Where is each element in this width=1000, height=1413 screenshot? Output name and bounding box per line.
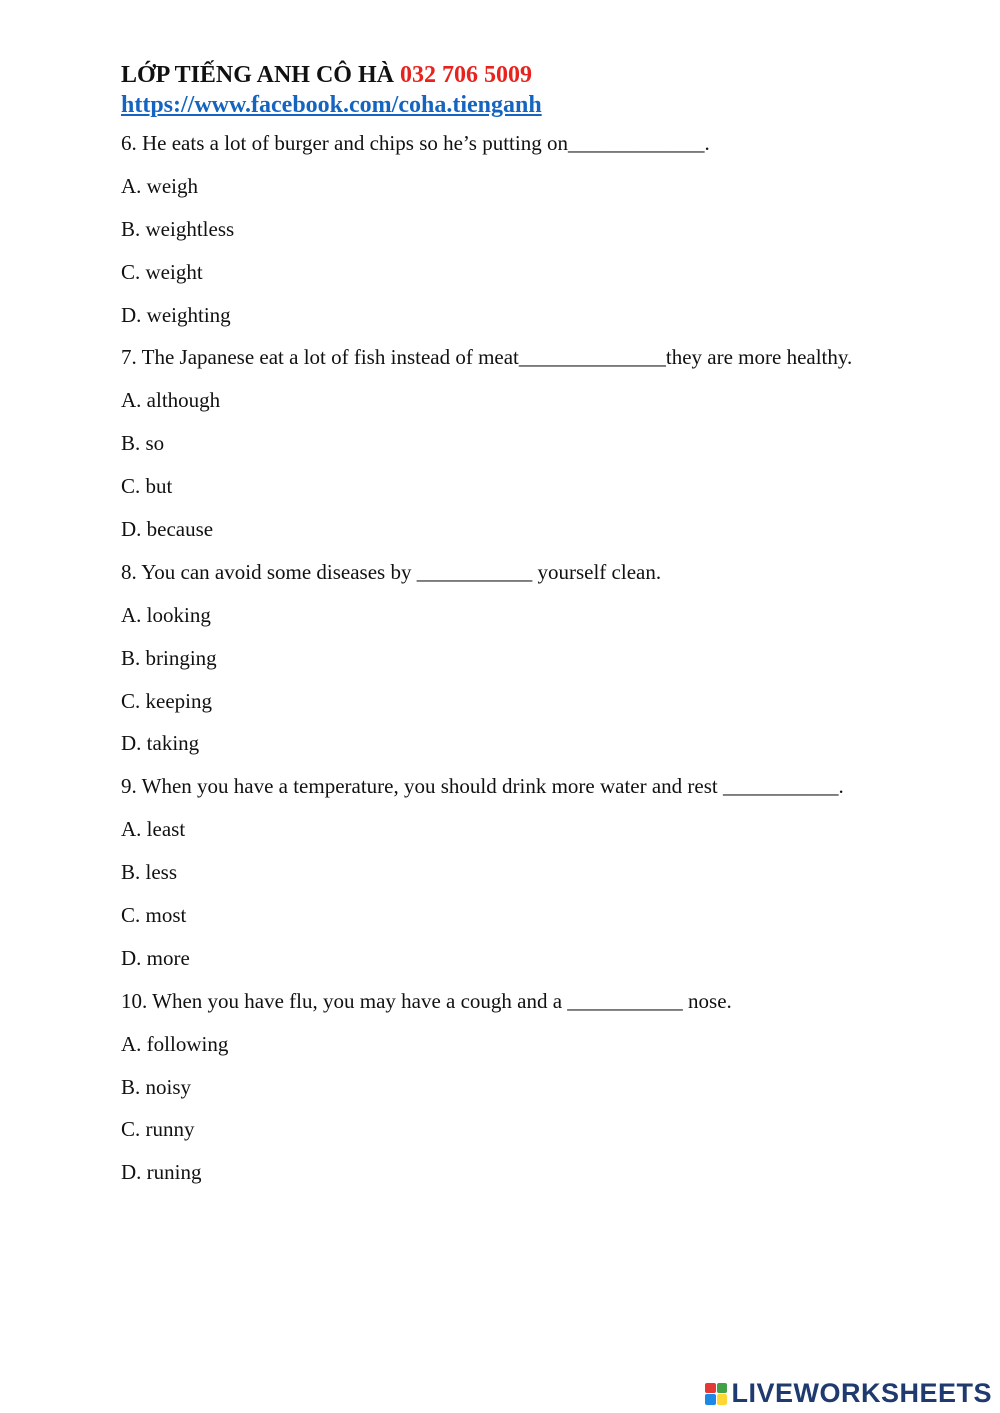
class-name: LỚP TIẾNG ANH CÔ HÀ [121,62,394,88]
question-7 [121,343,881,544]
question-10 [121,987,881,1188]
question-text: 10. When you have flu, you may have a cough and a ___________ nose. [121,988,732,1013]
option-d[interactable]: D. because [121,517,214,542]
option-c[interactable]: C. keeping [121,688,212,713]
liveworksheets-logo [705,1378,992,1409]
question-6 [121,129,881,330]
option-a[interactable]: A. although [121,388,221,413]
option-d[interactable]: D. weighting [121,302,231,327]
logo-square-blue [705,1394,716,1405]
option-b[interactable]: B. so [121,431,165,456]
logo-text: LIVEWORKSHEETS [731,1378,992,1408]
question-8 [121,558,881,759]
question-list [121,129,881,1188]
option-a[interactable]: A. least [121,817,186,842]
logo-square-green [717,1383,728,1394]
header-title [121,58,881,92]
question-text: 6. He eats a lot of burger and chips so he’s putting on_____________. [121,131,710,155]
question-text: 7. The Japanese eat a lot of fish instead of meat______________they are more healthy. [121,345,853,370]
option-c[interactable]: C. runny [121,1117,195,1142]
worksheet-page [121,58,881,1201]
question-text: 9. When you have a temperature, you should drink more water and rest ___________. [121,774,844,799]
option-a[interactable]: A. looking [121,602,211,627]
question-9 [121,772,881,973]
phone-number: 032 706 5009 [399,62,532,88]
option-b[interactable]: B. bringing [121,645,217,670]
question-text: 8. You can avoid some diseases by ___________ yourself clean. [121,559,662,584]
option-a[interactable]: A. following [121,1031,229,1056]
logo-square-red [705,1383,716,1394]
option-b[interactable]: B. noisy [121,1074,192,1099]
option-a[interactable]: A. weigh [121,173,198,198]
logo-squares-icon [705,1383,727,1405]
option-d[interactable]: D. taking [121,731,200,756]
option-d[interactable]: D. runing [121,1160,202,1185]
option-c[interactable]: C. but [121,474,173,499]
facebook-link[interactable]: https://www.facebook.com/coha.tienganh [121,92,542,118]
option-c[interactable]: C. weight [121,259,203,284]
option-d[interactable]: D. more [121,945,190,970]
option-c[interactable]: C. most [121,903,187,928]
option-b[interactable]: B. weightless [121,216,235,241]
option-b[interactable]: B. less [121,860,178,885]
logo-square-yellow [717,1394,728,1405]
